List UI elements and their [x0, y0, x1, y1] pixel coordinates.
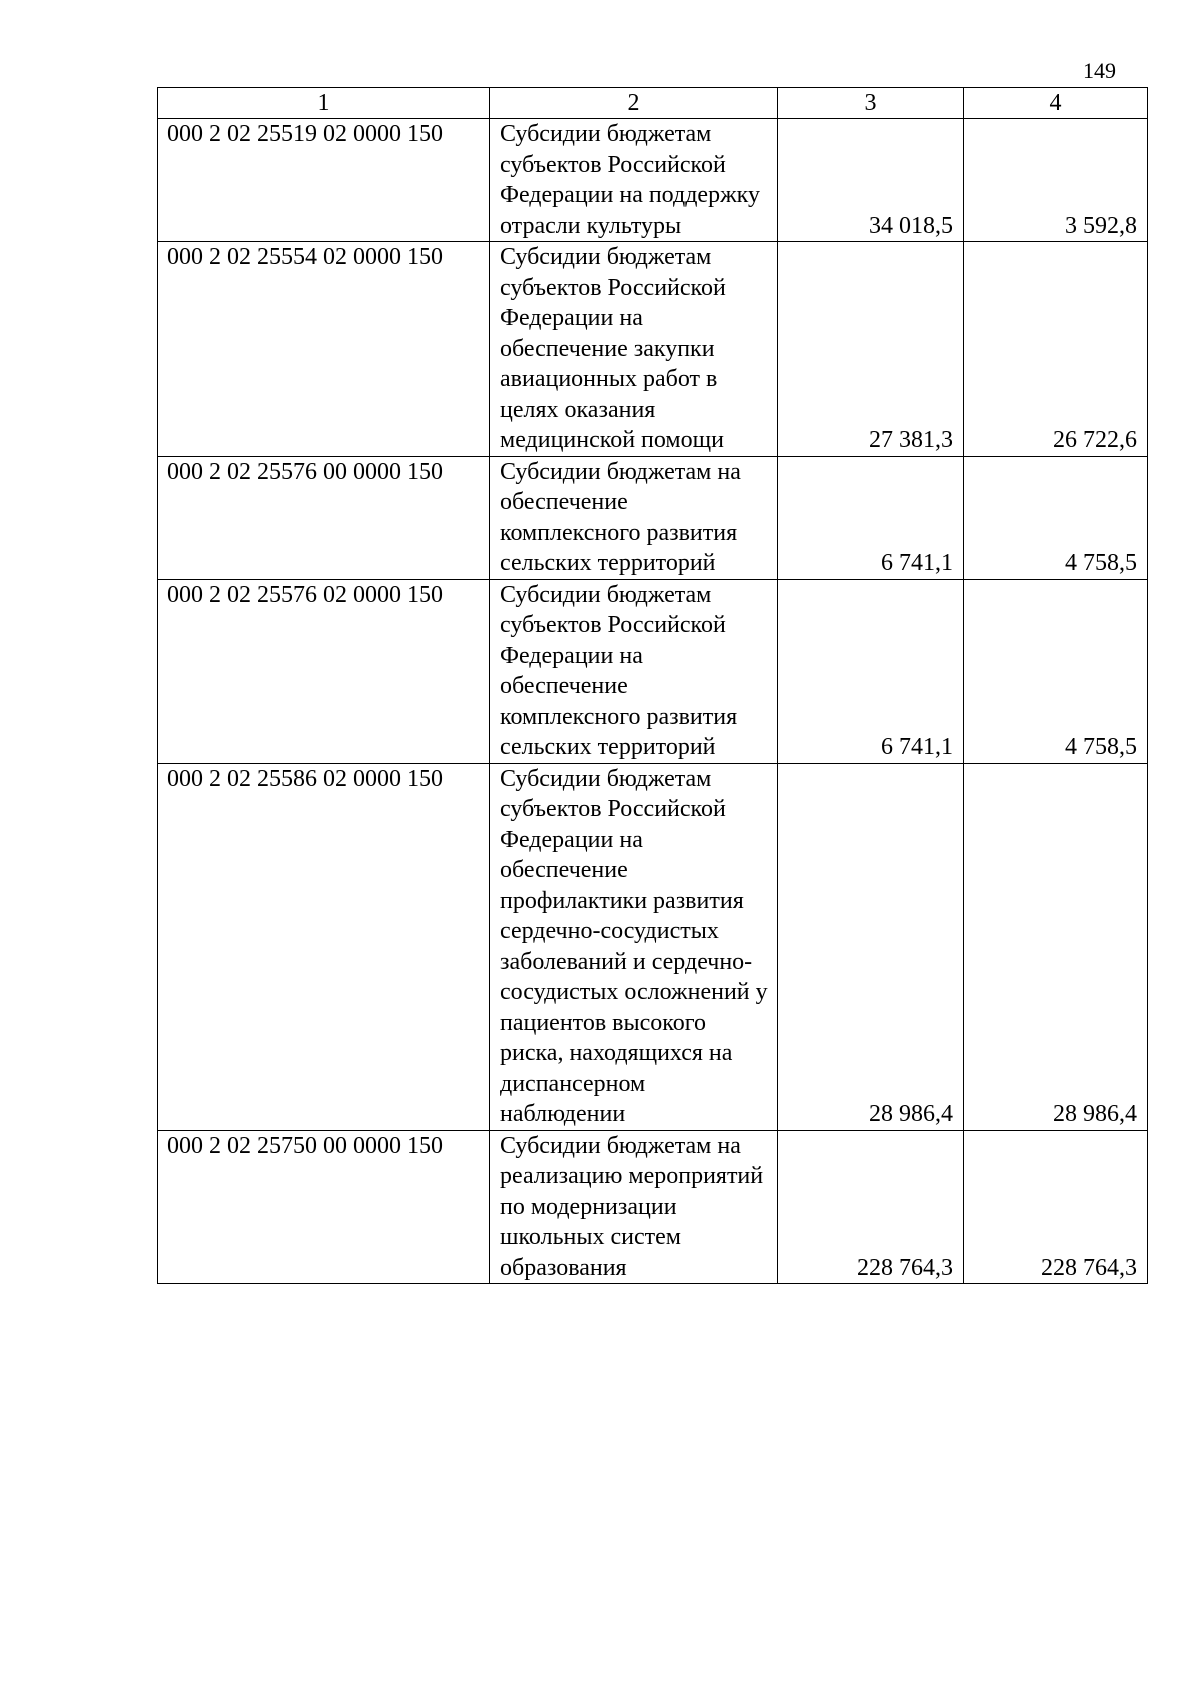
budget-code-cell: 000 2 02 25554 02 0000 150 [158, 242, 490, 457]
table-row [158, 579, 1148, 763]
amount-col3-cell: 34 018,5 [778, 119, 964, 242]
amount-col4-cell: 26 722,6 [964, 242, 1148, 457]
page-number: 149 [1083, 58, 1116, 83]
description-cell: Субсидии бюджетам субъектов Российской Федерации на обеспечение закупки авиационных работ в целях оказания медицинской помощи [490, 242, 778, 457]
amount-col4-cell: 28 986,4 [964, 763, 1148, 1130]
table-row [158, 119, 1148, 242]
amount-col4-cell: 3 592,8 [964, 119, 1148, 242]
budget-table [157, 87, 1148, 1284]
amount-col3-cell: 28 986,4 [778, 763, 964, 1130]
column-header-2: 2 [490, 88, 778, 119]
table-row [158, 456, 1148, 579]
table-row [158, 1130, 1148, 1284]
amount-col3-cell: 27 381,3 [778, 242, 964, 457]
table-row [158, 242, 1148, 457]
column-header-3: 3 [778, 88, 964, 119]
amount-col4-cell: 4 758,5 [964, 579, 1148, 763]
description-cell: Субсидии бюджетам на реализацию мероприятий по модернизации школьных систем образования [490, 1130, 778, 1284]
budget-code-cell: 000 2 02 25576 02 0000 150 [158, 579, 490, 763]
amount-col4-cell: 4 758,5 [964, 456, 1148, 579]
column-header-1: 1 [158, 88, 490, 119]
table-row [158, 763, 1148, 1130]
description-cell: Субсидии бюджетам субъектов Российской Федерации на поддержку отрасли культуры [490, 119, 778, 242]
table-header-row [158, 88, 1148, 119]
budget-code-cell: 000 2 02 25586 02 0000 150 [158, 763, 490, 1130]
budget-code-cell: 000 2 02 25750 00 0000 150 [158, 1130, 490, 1284]
budget-code-cell: 000 2 02 25576 00 0000 150 [158, 456, 490, 579]
amount-col3-cell: 6 741,1 [778, 579, 964, 763]
amount-col3-cell: 6 741,1 [778, 456, 964, 579]
budget-code-cell: 000 2 02 25519 02 0000 150 [158, 119, 490, 242]
description-cell: Субсидии бюджетам субъектов Российской Федерации на обеспечение комплексного развития сельских территорий [490, 579, 778, 763]
amount-col3-cell: 228 764,3 [778, 1130, 964, 1284]
column-header-4: 4 [964, 88, 1148, 119]
amount-col4-cell: 228 764,3 [964, 1130, 1148, 1284]
description-cell: Субсидии бюджетам субъектов Российской Федерации на обеспечение профилактики развития сердечно-сосудистых заболеваний и сердечно-сосудистых осложнений у пациентов высокого риска, находящихся на диспансерном наблюдении [490, 763, 778, 1130]
description-cell: Субсидии бюджетам на обеспечение комплексного развития сельских территорий [490, 456, 778, 579]
